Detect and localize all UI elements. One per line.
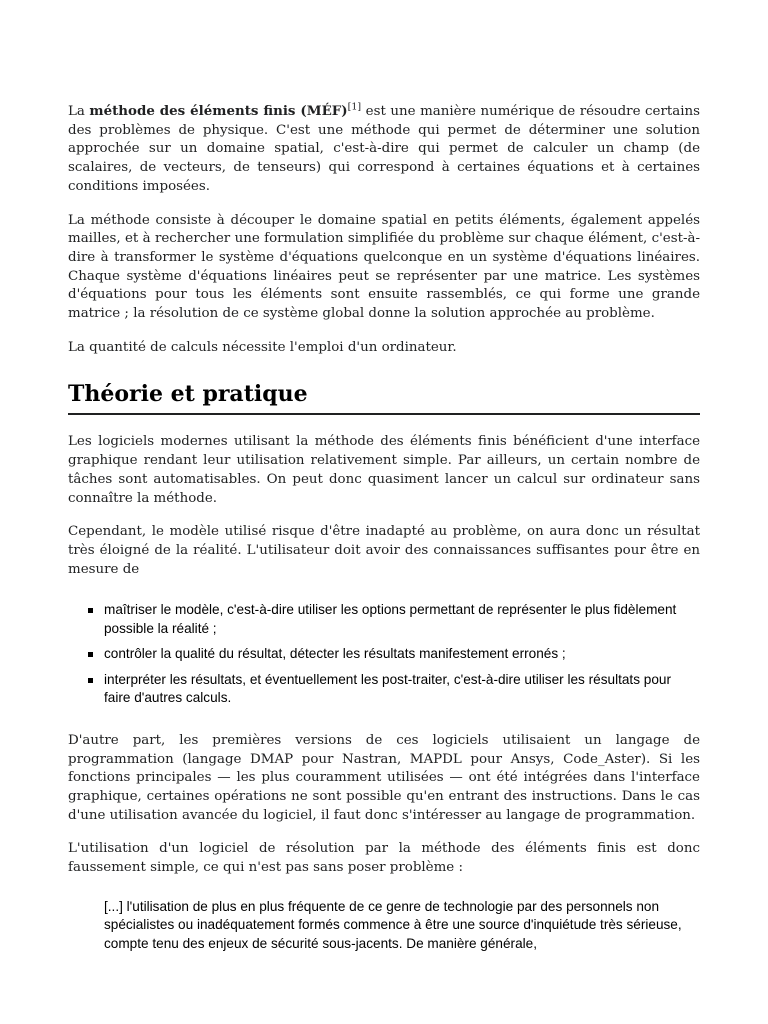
intro-paragraph-2: La méthode consiste à découper le domaine spatial en petits éléments, également appelés mailles, et à rechercher une formulation simplifiée du problème sur chaque élément, c'est-à-dire à transformer le système d'équations quelconque en un système d'équations linéaires. Chaque système d'équations linéaires peut se représenter par une matrice. Les systèmes d'équations pour tous les éléments sont ensuite rassemblés, ce qui forme une grande matrice ; la résolution de ce système global donne la solution approchée au problème.	[68, 212, 700, 322]
section-paragraph-3: D'autre part, les premières versions de ces logiciels utilisaient un langage de programmation (langage DMAP pour Nastran, MAPDL pour Ansys, Code_Aster). Si les fonctions principales — les plus couramment utilisées — ont été intégrées dans l'interface graphique, certaines opérations ne sont possible qu'en entrant des instructions. Dans le cas d'une utilisation avancée du logiciel, il faut donc s'intéresser au langage de programmation.	[68, 732, 700, 823]
intro-paragraph-1	[68, 102, 700, 197]
section-paragraph-1: Les logiciels modernes utilisant la méthode des éléments finis bénéficient d'une interface graphique rendant leur utilisation relativement simple. Par ailleurs, un certain nombre de tâches sont automatisables. On peut donc quasiment lancer un calcul sur ordinateur sans connaître la méthode.	[68, 434, 700, 506]
list-item-text: maîtriser le modèle, c'est-à-dire utiliser les options permettant de représenter le plus fidèlement possible la réalité ;	[104, 602, 677, 636]
list-item-text: contrôler la qualité du résultat, détecter les résultats manifestement erronés ;	[104, 646, 566, 662]
list-item-text: interpréter les résultats, et éventuellement les post-traiter, c'est-à-dire utiliser les résultats pour faire d'autres calculs.	[104, 671, 671, 706]
term-bold: méthode des éléments finis (MÉF)	[89, 103, 348, 119]
list-item	[104, 671, 700, 708]
bullet-icon	[88, 678, 93, 683]
section-paragraph-2: Cependant, le modèle utilisé risque d'être inadapté au problème, on aura donc un résultat très éloigné de la réalité. L'utilisateur doit avoir des connaissances suffisantes pour être en mesure de	[68, 524, 700, 577]
intro-text-pre: La	[68, 104, 90, 119]
section-heading: Théorie et pratique	[68, 381, 700, 415]
intro-paragraph-3: La quantité de calculs nécessite l'emploi d'un ordinateur.	[68, 339, 457, 355]
requirements-list	[68, 601, 700, 708]
list-item	[104, 601, 700, 638]
bullet-icon	[88, 652, 93, 657]
reference-link[interactable]: [1]	[347, 101, 362, 113]
article-body	[68, 102, 700, 953]
bullet-icon	[88, 608, 93, 613]
section-paragraph-4: L'utilisation d'un logiciel de résolution par la méthode des éléments finis est donc faussement simple, ce qui n'est pas sans poser problème :	[68, 841, 700, 876]
quote-block: [...] l'utilisation de plus en plus fréquente de ce genre de technologie par des personnels non spécialistes ou inadéquatement formés commence à être une source d'inquiétude très sérieuse, compte tenu des enjeux de sécurité sous-jacents. De manière générale,	[104, 898, 682, 951]
intro-text-post: est une manière numérique de résoudre certains des problèmes de physique. C'est une méthode qui permet de déterminer une solution approchée sur un domaine spatial, c'est-à-dire qui permet de calculer un champ (de scalaires, de vecteurs, de tenseurs) qui correspond à certaines équations et à certaines conditions imposées.	[68, 104, 701, 194]
list-item	[104, 645, 700, 664]
